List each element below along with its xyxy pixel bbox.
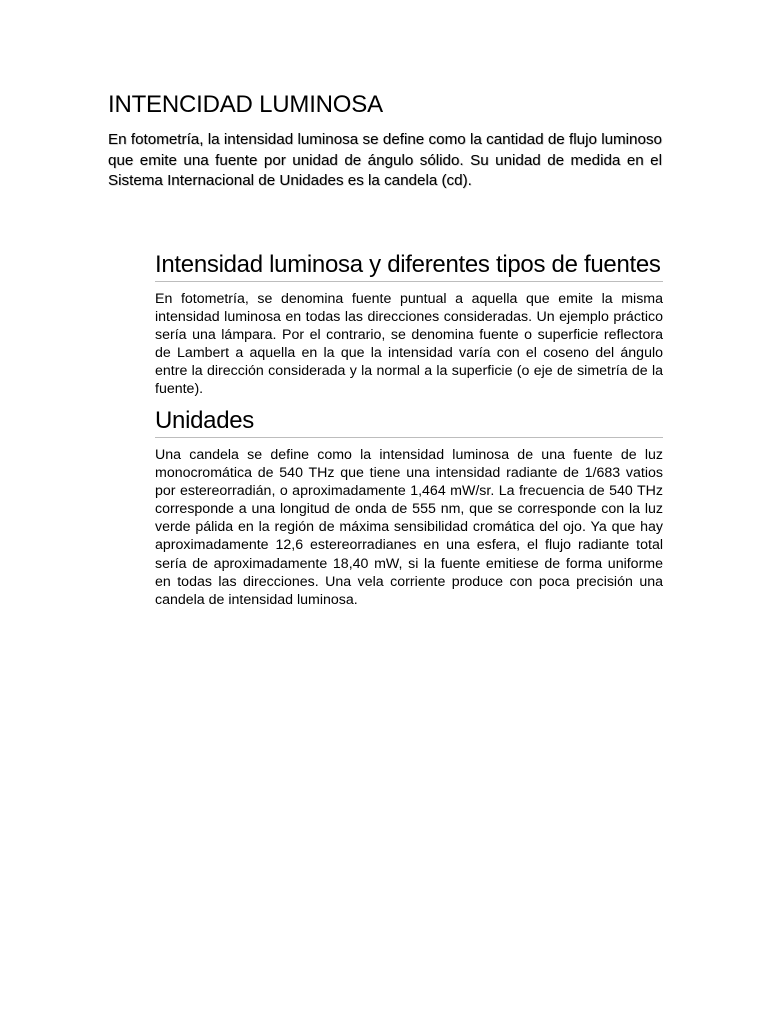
section-heading-fuentes: Intensidad luminosa y diferentes tipos de fuentes <box>155 250 663 282</box>
intro-paragraph: En fotometría, la intensidad luminosa se define como la cantidad de flujo luminoso que emite una fuente por unidad de ángulo sólido. Su unidad de medida en el Sistema Internacional de Unidades es la candela (cd). <box>108 131 662 189</box>
section-unidades <box>155 406 663 609</box>
section-body-fuentes: En fotometría, se denomina fuente puntual a aquella que emite la misma intensidad luminosa en todas las direcciones consideradas. Un ejemplo práctico sería una lámpara. Por el contrario, se denomina fuente o superficie reflectora de Lambert a aquella en la que la intensidad varía con el coseno del ángulo entre la dirección considerada y la normal a la superficie (o eje de simetría de la fuente). <box>155 291 663 398</box>
section-fuentes <box>155 250 663 399</box>
section-heading-unidades: Unidades <box>155 406 663 438</box>
section-body-unidades: Una candela se define como la intensidad luminosa de una fuente de luz monocromática de 540 THz que tiene una intensidad radiante de 1/683 vatios por estereorradián, o aproximadamente 1,464 mW/sr. La frecuencia de 540 THz corresponde a una longitud de onda de 555 nm, que se corresponde con la luz verde pálida en la región de máxima sensibilidad cromática del ojo. Ya que hay aproximadamente 12,6 estereorradianes en una esfera, el flujo radiante total sería de aproximadamente 18,40 mW, si la fuente emitiese de forma uniforme en todas las direcciones. Una vela corriente produce con poca precisión una candela de intensidad luminosa. <box>155 447 663 608</box>
document-title: INTENCIDAD LUMINOSA <box>108 91 383 118</box>
